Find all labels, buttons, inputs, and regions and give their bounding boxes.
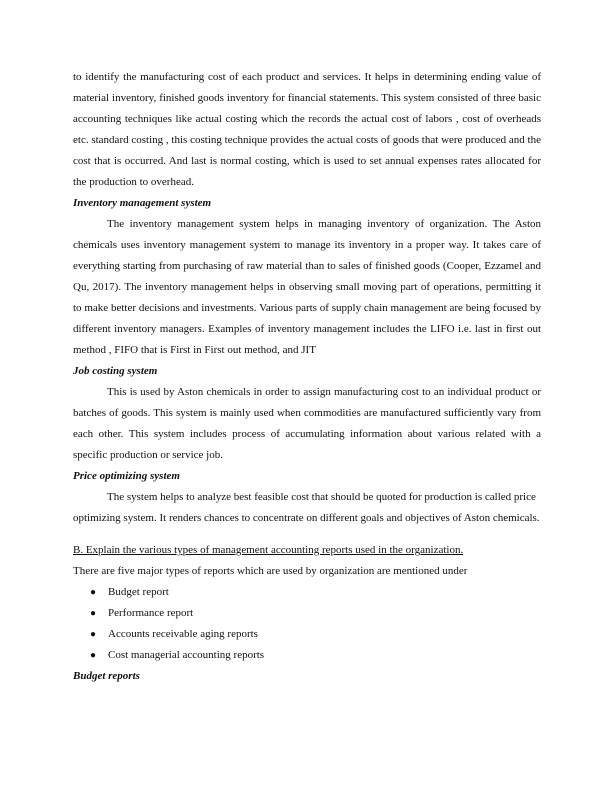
intro-paragraph: to identify the manufacturing cost of each product and services. It helps in determining ending value of material inventory, finished goods inventory for financial statements. This system consisted of three basic accounting techniques like actual costing which the records the actual cost of labors , cost of overheads etc. standard costing , this costing technique provides the actual costs of goods that were produced and the cost that is occurred. And last is normal costing, which is used to set annual expenses rates allocated for the production to overhead. bbox=[73, 71, 541, 188]
inventory-paragraph: The inventory management system helps in managing inventory of organization. The Aston chemicals uses inventory management system to manage its inventory in a proper way. It takes care of everything starting from purchasing of raw material than to sales of finished goods (Cooper, Ezzamel and Qu, 2017). The inventory management helps in observing small moving part of operations, permitting it to make better decisions and investments. Various parts of supply chain management are being focused by different inventory managers. Examples of inventory management includes the LIFO i.e. last in first out method , FIFO that is First in First out method, and JIT bbox=[73, 218, 541, 356]
bullet-icon: ● bbox=[90, 650, 97, 661]
bullet-icon: ● bbox=[90, 587, 97, 598]
section-b-intro: There are five major types of reports which are used by organization are mentioned under bbox=[73, 565, 468, 577]
job-costing-paragraph: This is used by Aston chemicals in order to assign manufacturing cost to an individual product or batches of goods. This system is mainly used when commodities are manufactured sufficiently vary from each other. This system includes process of accumulating information about various related with a specific production or service job. bbox=[73, 386, 541, 461]
bullet-icon: ● bbox=[90, 608, 97, 619]
inventory-heading: Inventory management system bbox=[73, 197, 212, 209]
section-b-heading: B. Explain the various types of management accounting reports used in the organization. bbox=[73, 544, 464, 556]
list-item: ● Budget report bbox=[73, 582, 541, 603]
list-item: ● Performance report bbox=[73, 603, 541, 624]
job-costing-heading: Job costing system bbox=[73, 365, 158, 377]
report-types-list bbox=[73, 582, 541, 666]
bullet-icon: ● bbox=[90, 629, 97, 640]
price-optimizing-paragraph: The system helps to analyze best feasible cost that should be quoted for production is called price optimizing system. It renders chances to concentrate on different goals and objectives of Aston chemicals. bbox=[73, 491, 540, 524]
section-spacer bbox=[73, 529, 541, 540]
budget-reports-heading: Budget reports bbox=[73, 670, 140, 682]
list-item: ● Cost managerial accounting reports bbox=[73, 645, 541, 666]
list-item: ● Accounts receivable aging reports bbox=[73, 624, 541, 645]
price-optimizing-heading: Price optimizing system bbox=[73, 470, 180, 482]
document-page bbox=[73, 67, 541, 687]
